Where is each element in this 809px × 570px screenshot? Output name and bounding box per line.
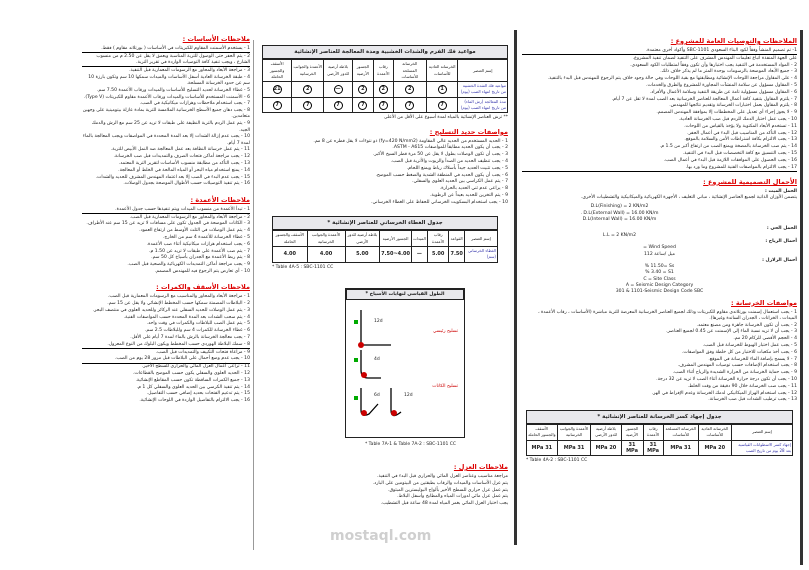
cell-value: 7 [334, 101, 343, 110]
note-item: 2 - مراجعة الأبعاد والمحاور مع الرسومات المعمارية قبل الصب. [129, 214, 250, 220]
section-heading: ملاحظات الأعمدة : [190, 195, 250, 204]
dead-load-title: الحمل الميت : [765, 188, 797, 194]
note-item: 4 - يجب تنظيف الحديد من الصدأ والزيوت والأتربة قبل الصب. [390, 159, 508, 165]
note-item: 8 - يجب دهان جميع الأسطح الخرسانية الملامسة للتربة بمادة عازلة بيتومينية على وجهين متعامدين. [82, 108, 250, 120]
cell-value: 1 [438, 85, 447, 94]
note-item: 11 - يجب صب الخرسانة خلال 90 دقيقة من وقت الخلط. [687, 383, 797, 389]
note-item: 1 - الحديد المستخدم من الحديد عالي المقاومة (fy=420 N/mm2) ذو نتوءات لا يقل قطره عن 8 مم. [313, 138, 508, 144]
column-header: الأعمدة والجوانب الخرسانية [307, 231, 345, 247]
column-header: الجسور الأرضية [352, 60, 373, 82]
note-item: 11 - يتم عمل خرسانة النظافة بعد عمل المعالجة ضد النمل الأبيض للتربة. [110, 147, 250, 153]
note-item: 12 - يجب استخدام الهزاز الميكانيكي لدمك الخرسانة وعدم الإفراط في الهز. [651, 390, 797, 396]
cell-value: — [335, 85, 341, 92]
load-value: D.L(Finishing) = 2 KN/m2 [590, 204, 649, 210]
cover-table-title: جدول الغطاء الخرساني للعناصر الإنشائية * [272, 216, 498, 230]
table-cell [393, 82, 426, 98]
load-value: C = Site Class [643, 276, 676, 282]
insulation-heading: ملاحظات العزل : [453, 463, 508, 471]
note-item: على الجهة المنفذة اتباع تعليمات المهندس المشرف على التنفيذ لضمان تنفيذ المشروع. [632, 55, 797, 61]
note-item: 9 - يجب حماية الخرسانة من الحرارة الشديدة والرياح أثناء الصب. [672, 370, 797, 376]
cell-value: 31 MPa [670, 444, 691, 451]
cell-value: 31 MPa [626, 441, 638, 454]
table-cell [292, 97, 324, 113]
column-header: رقاب الأعمدة [373, 60, 393, 82]
cell-value: 31 MPa [563, 444, 585, 451]
note-item: 3 - مراجعة الأبعاد والمحاور مع الرسومات المعمارية قبل التنفيذ. [129, 67, 250, 73]
note-item: 10 - يجب عمل اختبار الدمك للردم قبل صب الخرسانة العادية. [678, 116, 797, 122]
note-item: 11 - تستخدم الأبعاد المكتوبة ولا يؤخذ بالقياس من اللوحات. [684, 123, 797, 129]
cell-value: 2 [303, 85, 312, 94]
note-item: 1 - مراجعة الأبعاد والمحاور والمناسيب مع الرسومات المعمارية قبل الصب. [107, 294, 250, 300]
cell-value: 20 MPa [704, 444, 726, 451]
table-cell [324, 97, 352, 113]
table-cell [643, 440, 663, 456]
note-item: 7 - يلتزم المقاول بتنفيذ كافة أعمال المعالجة للعناصر الخرسانية بعد الصب لمدة لا تقل عن 7 أيام. [611, 96, 797, 102]
note-item: 13 - يجب ترطيب الشدات قبل صب الخرسانة. [708, 397, 797, 403]
dead-load-desc: يتضمن الأوزان الذاتية لجميع العناصر الإنشائية ، مباني التغليف ، الأجهزة الكهربائية والميكانيكية والتشطيبات الأخرى. [580, 195, 797, 201]
column-header: رقاب الأعمدة [643, 425, 663, 441]
cell-value: 31 MPa [647, 441, 660, 454]
column-header: بلاطة أرضية للدور الأرضي [591, 425, 621, 441]
load-value: % 3.40 = S1 [645, 270, 674, 276]
right-column [522, 34, 797, 465]
dim-4: 12d [404, 393, 413, 398]
wind-load-title: أحمال الرياح : [765, 238, 797, 244]
note-item: 13 - جميع الكمرات الساقطة تكون حسب المقاطع الإنشائية. [135, 377, 250, 383]
column-header: الخرسانة العادية للأساسات [426, 60, 458, 82]
design-loads-heading: الأحمال التصميمية للمشروع : [703, 177, 797, 186]
table-cell [263, 82, 292, 98]
column-header: بلاطة أرضية للدور الأرضي [345, 231, 380, 247]
note-item: 5 - يجب تثبيت الحديد جيداً بأسلاك رباط ويمنع اللحام. [406, 165, 508, 171]
cell-value: 7.50 [450, 251, 463, 258]
row-label: الغطاء الخرساني (سم) [464, 247, 497, 263]
table-header-row [527, 425, 793, 441]
note-item: 4 - على المقاول مراجعة اللوحات الإنشائية ومطابقتها مع بقية اللوحات وفي حالة وجود خلاف يتم الرجوع للمهندس قبل البدء بالتنفيذ. [547, 76, 797, 82]
note-item: 8 - يتم ربط الأعمدة مع الجدران بأسياخ كل 50 سم. [151, 255, 250, 261]
cell-value: 31 MPa [531, 444, 553, 451]
note-item: 17 - يجب الالتزام بالمواصفات الفنية للمشروع وما ورد بها. [522, 165, 797, 172]
row-label: مدة المعالجة (رش الماء) من تاريخ انتهاء الصب (يوم) [458, 97, 508, 113]
note-item: 5 - يجب عمل اختبار الهبوط للخرسانة قبل الصب. [702, 343, 797, 349]
note-item: 10 - أي تعارض يتم الرجوع فيه للمهندس المصمم. [154, 268, 250, 274]
strength-table-title: جدول إجهاد كسر الخرسانة للعناصر الإنشائية * [526, 410, 793, 424]
note-item: 1 - تبدأ الأعمدة من منسوب الميدات ويتم تنفيذها حسب جدول الأعمدة. [82, 207, 250, 214]
insulation-section [262, 460, 508, 508]
note-item: 3 - جميع الأبعاد الموضحة بالرسومات بوحدة المتر ما لم يذكر خلاف ذلك. [660, 69, 797, 75]
column-header: الخرسانة المسلحة للأساسات [663, 425, 698, 441]
table-cell [373, 82, 393, 98]
column-header: الخرسانة العادية للأساسات [698, 425, 731, 441]
table-cell [380, 247, 412, 263]
note-item: 2 - يجب أن يكون الحديد مطابقاً للمواصفات ASTM - A615. [392, 145, 508, 151]
note-item: 8 - سمك البلاطة الهوردي حسب المخطط ويكون البلوك من النوع المعزول. [82, 342, 250, 349]
note-item: 5 - المقاول مسؤول عن سلامة المنشآت المجاورة للمشروع والطرق والخدمات. [646, 82, 797, 88]
note-item: 9 - يجب مراجعة أماكن التمديدات الكهربائية والصحية قبل الصب. [127, 262, 250, 268]
cell-value: 7 [273, 101, 282, 110]
cell-value: 7 [379, 101, 388, 110]
table-cell [292, 82, 324, 98]
column-header: الجسور الأرضية [621, 425, 643, 441]
row-label: إجهاد كسر الاسطوانات القياسية بعد 28 يوم من تاريخ الصب [731, 440, 792, 456]
load-value: % 11.50= Ss [644, 264, 675, 270]
hook-diagram-title: الطول القياسي لنهايات الأسياخ * [346, 289, 464, 300]
cell-value: 7 [358, 101, 367, 110]
table-cell [263, 97, 292, 113]
column-header: إسم العنصر [731, 425, 792, 441]
table-cell [426, 97, 458, 113]
column-header: بلاطة أرضية للدور الأرضي [324, 60, 352, 82]
note-item: يتم عمل عزل حراري للسطح الأخير بألواح البوليسترين المبثوق. [388, 487, 508, 493]
note-item: 9 - يتم عمل الردم بالتربة النظيفة على طبقات لا تزيد عن 25 سم مع الرش والدمك الجيد. [91, 121, 250, 133]
note-item: 12 - الحديد العلوي والسفلي يكون حسب الموضح بالقطاعات. [132, 370, 250, 376]
note-item: 3 - الكانات الموضحة في الجدول تكون على مسافات لا تزيد عن 15 سم عند الأطراف. [86, 221, 250, 227]
cell-value: 5.00 [356, 251, 369, 258]
column-header: إسم العنصر [464, 231, 497, 247]
load-value: 112 ميل /ساعة [643, 251, 676, 257]
table-row [263, 97, 508, 113]
formwork-note: ** ترش العناصر الإنشائية بالمياه لمدة أسبوع على الأقل من الأعلى [384, 115, 508, 121]
seismic-load-title: أحمال الزلازل : [762, 257, 797, 263]
rebar-heading: مواصفات حديد التسليح : [429, 127, 508, 136]
table-cell [393, 97, 426, 113]
note-item: 15 - يجب عدم البدء في الصب إلا بعد اعتماد المهندس المشرف للحديد والشدات. [95, 174, 250, 180]
note-item: 2 - يتم الحفر حتى الوصول للتربة المناسبة وبعمق لا يقل عن 2.50 م من منسوب الشارع ، ويجب تنفيذ كافة التوصيات الواردة في تقرير التربة. [82, 54, 250, 68]
note-item: 14 - يمنع استخدام مياه البحر أو المياه المالحة في الخلط أو المعالجة. [118, 167, 250, 173]
column-header: الأسقف والجسور الحاملة [527, 425, 558, 441]
cover-table [262, 216, 508, 271]
note-item: 12 - يجب مراجعة أماكن فتحات الصرف والتمديدات قبل صب الخرسانة. [113, 154, 250, 160]
note-item: 16 - يتم تنفيذ التوصيلات حسب الأطوال الموضحة بجدول الوصلات. [123, 181, 250, 187]
live-load-title: الحمل الحي : [766, 226, 797, 232]
cell-value: 4.00~7.50 [381, 251, 410, 258]
row-label: مواعيد فك الشدة الخشبية من تاريخ انتهاء الصب (يوم) [458, 82, 508, 98]
left-column [82, 32, 250, 405]
cell-value: 7 [438, 101, 447, 110]
load-value: 301 & 1101-Seismic Design Code SBC [615, 289, 704, 295]
note-item: يتم عمل عزل مائي لدورات المياه والمطابخ وأسفل البلاط. [397, 494, 508, 500]
concrete-spec-heading: مواصفات الخرسانة : [731, 298, 797, 307]
dim-3: 6d [374, 393, 380, 398]
note-item: 9 - لا يجوز إجراء أي تعديل على المخططات إلا بموافقة المهندس المصمم. [656, 110, 797, 116]
note-item: 3 - يتم عمل الوصلات للحديد السفلي عند الركائز وللحديد العلوي في منتصف البحر. [92, 307, 250, 313]
hook-note: * Table 7A-1 & Table 7A-2 : SBC-1101 CC [365, 442, 457, 447]
load-value: D.L(Internal Wall) = 16.00 KN/m [582, 217, 657, 223]
table-cell [663, 440, 698, 456]
strength-table [522, 410, 797, 465]
note-item: 5 - يتم عمل الصب للبلاطات والكمرات في وقت واحد. [146, 321, 250, 327]
note-item: 13 - يجب الالتزام بكافة اشتراطات الأمن والسلامة بالموقع. [684, 137, 797, 143]
page-border-right [800, 30, 803, 565]
load-value: A = Seismic Design Category [625, 283, 694, 288]
stirrup-label: تسليح الكانات [432, 384, 458, 389]
note-item: 6 - يجب استخدام هزازات ميكانيكية أثناء صب الأعمدة. [146, 241, 250, 247]
table-cell [527, 440, 558, 456]
column-divider [514, 30, 517, 545]
table-cell [273, 247, 308, 263]
column-header: الأعمدة والجوانب الخرسانية [557, 425, 591, 441]
cell-value: 2 [358, 85, 367, 94]
table-cell [307, 247, 345, 263]
table-cell [352, 97, 373, 113]
strength-note: * Table 4A-2 : SBC-1101 CC [526, 458, 588, 464]
dim-2: 4d [374, 357, 380, 362]
note-item: 6 - الأسمنت المستخدم للأساسات والميدات ورقاب الأعمدة مقاوم للكبريتات (Type V). [83, 94, 250, 100]
live-load-value: L.L = 2 KN/m2 [602, 232, 637, 238]
load-value: . D.L(External Wall) = 16.00 KN/m [580, 210, 659, 216]
table-cell [427, 247, 449, 263]
table-cell [426, 82, 458, 98]
hook-drawings [346, 300, 464, 435]
note-item: 3 - يجب أن لا تزيد نسبة الماء إلى الإسمنت عن 0.45 لجميع العناصر. [666, 329, 797, 335]
note-item: 14 - يتم تنفيذ الكرسي بين الحديد العلوي والسفلي كل 1 م. [136, 384, 250, 390]
note-item: 5 - غطاء الخرسانة لحديد التسليح للأساسات والميدات ورقاب الأعمدة 7.50 سم. [96, 87, 250, 93]
note-item: 4 - الحجم الأقصى للركام 20 مم. [733, 336, 797, 342]
formwork-table-title: مواعيد فك الفرم والشدات الخشبية ومدة المعالجة للعناصر الإنشائية [262, 45, 508, 59]
note-item: 7 - لا يسمح بإضافة الماء للخرسانة في الموقع. [708, 356, 797, 362]
column-header: الأسقف والجسور الحاملة [273, 231, 308, 247]
table-cell [557, 440, 591, 456]
middle-column [262, 45, 508, 271]
note-item: 7 - يجب معالجة الخرسانة بالرش بالماء لمدة 7 أيام على الأقل. [130, 334, 250, 340]
cell-value: — [416, 251, 422, 258]
note-item: 7 - يتم عمل الكراسي بين الحديد العلوي والسفلي. [412, 179, 508, 185]
note-item: 8 - يلتزم المقاول بعمل اختبارات الخرسانة وتقديم نتائجها للمهندس. [669, 103, 797, 109]
note-item: 4 - يتم عمل الوصلات في الثلث الأوسط من ارتفاع العمود. [139, 228, 250, 234]
cell-value: 7 [303, 101, 312, 110]
table-row [263, 82, 508, 98]
column-header: الجسور الأرضية [380, 231, 412, 247]
formwork-table [262, 45, 508, 122]
note-item: 9 - يتم التخزين للحديد بعيداً عن الرطوبة. [429, 193, 508, 199]
column-header: إسم العنصر [458, 60, 508, 82]
note-item: مراجعة مناسيب وعناصر العزل المائي والحراري قبل البدء في التنفيذ. [377, 474, 508, 479]
note-item: 6 - غطاء الخرسانة للكمرات 4 سم وللبلاطات 2.5 سم. [144, 328, 250, 334]
column-header: الميدات [412, 231, 428, 247]
column-header: الخرسانة المسلحة للأساسات [393, 60, 426, 82]
note-item: 4 - يتم سحب الشدات بعد المدة المحددة حسب المواصفات الفنية. [123, 314, 250, 320]
table-cell [591, 440, 621, 456]
hook-diagram [345, 288, 465, 438]
section-heading: ملاحظات الأساسات : [182, 35, 250, 43]
table-cell [324, 82, 352, 98]
page-border-left [253, 40, 254, 550]
note-item: 8 - يراعى عدم ثني الحديد بالحرارة. [439, 186, 508, 192]
note-item: 7 - يتم صب الأعمدة على طبقات لا تزيد عن 1.50 م. [149, 248, 250, 254]
note-item: 5 - غطاء الخرسانة للأعمدة 4 سم من الخارج. [162, 234, 250, 240]
cell-value: 21 [273, 85, 281, 92]
table-header-row [273, 231, 498, 247]
cell-value: 2 [405, 85, 414, 94]
note-item: 12 - يجب التأكد من المناسيب قبل البدء في أعمال الحفر. [687, 130, 797, 136]
cell-value: 2 [379, 85, 388, 94]
note-item: 15 - يجب التنسيق مع كافة التخصصات قبل البدء في التنفيذ. [682, 150, 797, 156]
note-item: 10 - يجب استخدام البسكويت الخرساني للحفاظ على الغطاء الخرساني. [371, 199, 508, 205]
cover-note: * Table 4A-5 : SBC-1101 CC [272, 264, 334, 270]
load-value: = Wind Speed [643, 245, 676, 251]
note-item: 16 - يجب الحصول على الموافقات اللازمة قبل البدء في أعمال الصب. [663, 157, 797, 163]
general-notes-heading: الملاحظات والتوصيات العامة للمشروع : [670, 37, 797, 45]
note-item: 16 - يجب الالتزام بالتفاصيل الواردة في اللوحات الإنشائية. [139, 398, 250, 404]
table-row [527, 440, 793, 456]
note-item: 10 - يجب عدم إزالة الشدات إلا بعد المدة المحددة في المواصفات ويجب المعالجة بالماء لمدة 7 أيام. [82, 134, 250, 146]
table-row [273, 247, 498, 263]
column-header: القواعد [449, 231, 464, 247]
note-item: 10 - يجب أن تكون درجة حرارة الخرسانة أثناء الصب لا تزيد عن 32 درجة. [656, 377, 797, 383]
note-item: 14 - يتم صب الخرسانة بالمضخة ويمنع الصب من ارتفاع أكبر من 1.5 م. [659, 144, 797, 150]
note-item: 11 - تراعى أعمال العزل المائي والحراري للسطح الأخير. [141, 364, 250, 370]
note-item: 9 - مراعاة فتحات التكييف والتمديدات قبل الصب. [155, 349, 250, 355]
cell-value: 4.00 [283, 251, 296, 258]
note-item: 13 - يجب التأكد من مطابقة منسوب الأساسات لتقرير التربة المعتمد. [118, 161, 250, 167]
table-cell [352, 82, 373, 98]
note-item: 15 - يتم تدعيم الفتحات بحديد إضافي حسب التفاصيل. [146, 391, 250, 397]
cell-value: 7 [405, 101, 414, 110]
note-item: 10 - يجب عدم وضع أحمال على البلاطات قبل مرور 28 يوم من الصب. [82, 356, 250, 363]
note-item: 1 - يستخدم الأسمنت المقاوم للكبريتات في الأساسات ( بورتلاند مقاوم ) فقط. [82, 46, 250, 53]
cell-value: 4.00 [319, 251, 333, 258]
note-item: 3 - يجب أن تكون الوصلات بطول لا يقل عن 50 مرة قطر السيخ الأكبر. [372, 152, 508, 158]
table-cell [449, 247, 464, 263]
section-heading: ملاحظات الأسقف والكمرات : [156, 283, 250, 292]
note-item: 4 - طبقة الخرسانة العادية أسفل الأساسات والميدات سمكها 10 سم وتكون بارزة 10 سم عن حدود الخرسانة المسلحة. [88, 74, 250, 86]
note-item: 7 - يجب استخدام ملاحظات وهزازات ميكانيكية في الصب. [139, 101, 250, 107]
note-item: 6 - المقاول مسؤول مسؤولية تامة عن طريقة التنفيذ وسلامة الأعمال والأفراد. [649, 89, 797, 95]
table-cell [412, 247, 428, 263]
note-item: يتم عزل الأساسات والميدات والرقاب بطبقتين من البيتومين على البارد. [372, 480, 508, 486]
table-cell [698, 440, 731, 456]
main-rebar-label: تسليح رئيسي [433, 329, 458, 334]
note-item: يجب اختبار العزل المائي بغمر المياه لمدة 48 ساعة قبل التشطيب. [380, 501, 508, 507]
note-item: 1 - يجب استعمال إسمنت بورتلاندي مقاوم للكبريتات وذلك لجميع العناصر الخرسانية المعرضة للتربة مباشرة (الأساسات ، رقاب الأعمدة ، الميدات ، الخزانات ، الجدران الساندة وغيرها). [538, 309, 797, 321]
column-header: رقاب الأعمدة [427, 231, 449, 247]
cell-value: 20 MPa [595, 444, 617, 451]
dim-1: 12d [374, 319, 383, 324]
note-item: 2 - البلاطات المصمتة سمكها حسب المخطط الإنشائي ولا يقل عن 15 سم. [107, 301, 250, 306]
note-item: 2 - يجب أن تكون الخرسانة جاهزة ومن مصنع معتمد. [696, 322, 797, 328]
note-item: 8 - يجب استخدام الإضافات حسب توصيات المهندس المشرف. [677, 363, 797, 369]
table-cell [345, 247, 380, 263]
note-item: 1- تم تصميم المنشأ وفقاً لكود البناء السعودي SBC-1101 وأكواد أخرى معتمدة. [522, 48, 797, 55]
column-header: الأعمدة والجوانب الخرسانية [292, 60, 324, 82]
table-cell [373, 97, 393, 113]
note-item: 6 - يجب أخذ مكعبات للاختبار من كل خلطة وفق المواصفات. [681, 349, 797, 355]
cell-value: 5.00 [431, 251, 445, 258]
table-cell [621, 440, 643, 456]
note-item: 2 - المواد المستخدمة في التنفيذ يجب اختبارها وأن تكون وفقاً لمتطلبات الكود السعودي. [630, 62, 797, 68]
column-header: الأسقف والجسور الحاملة [263, 60, 292, 82]
table-header-row [263, 60, 508, 82]
watermark-logo: mostaql.com [330, 528, 432, 544]
note-item: 6 - يجب أن يكون الحديد في المنطقة الشدية والضغط حسب الموضح. [375, 172, 508, 178]
